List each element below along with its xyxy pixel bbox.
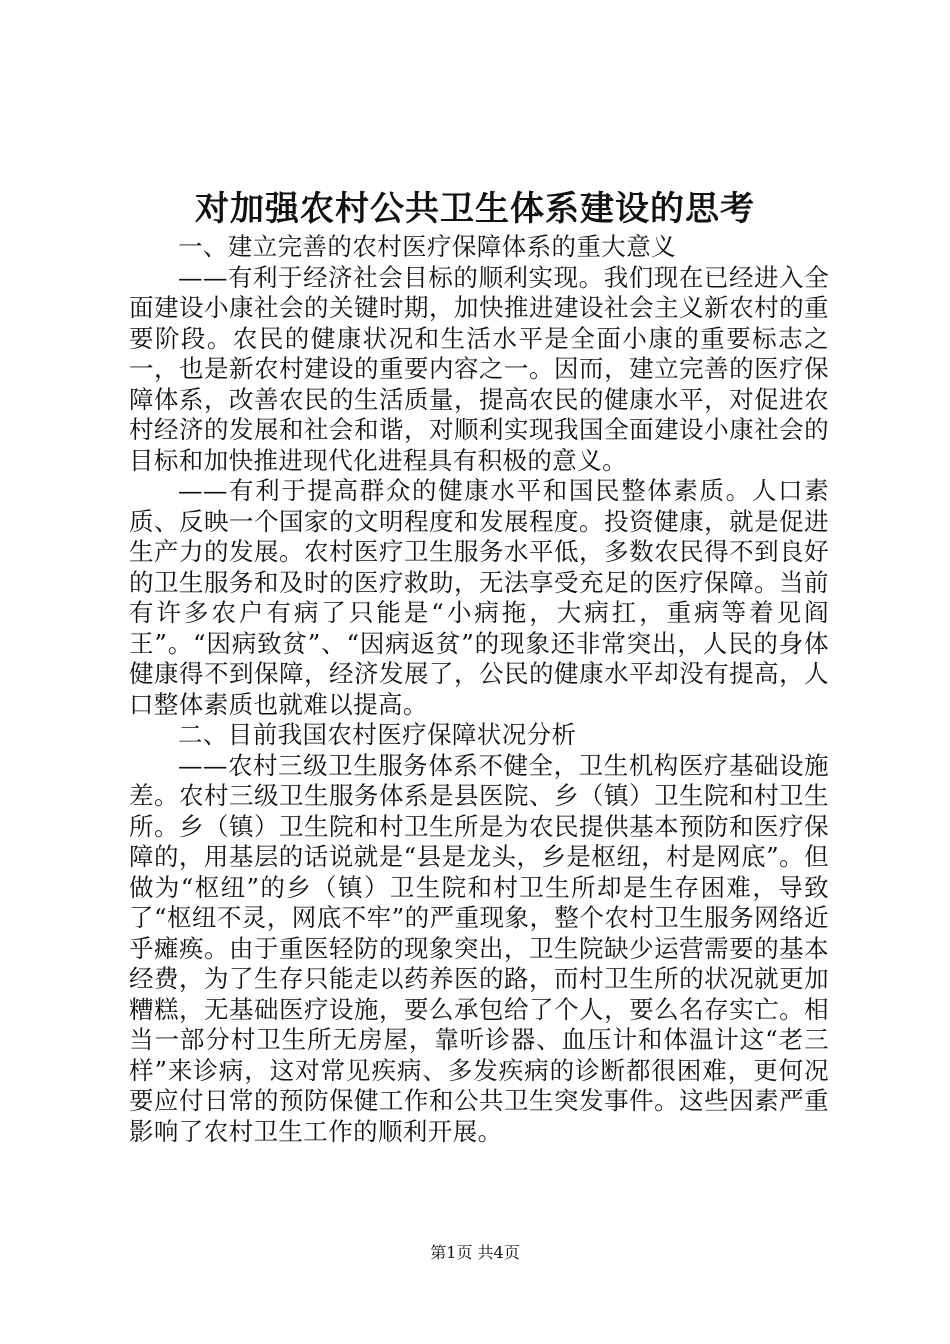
paragraph: ——有利于经济社会目标的顺利实现。我们现在已经进入全面建设小康社会的关键时期，加快推进建设社会主义新农村的重要阶段。农民的健康状况和生活水平是全面小康的重要标志之一，也是新农村建设的重要内容之一。因而，建立完善的医疗保障体系，改善农民的生活质量，提高农民的健康水平，对促进农村经济的发展和社会和谐，对顺利实现我国全面建设小康社会的目标和加快推进现代化进程具有积极的意义。 [129, 262, 829, 475]
section-heading-1: 一、建立完善的农村医疗保障体系的重大意义 [178, 232, 676, 261]
section-heading-2: 二、目前我国农村医疗保障状况分析 [178, 720, 577, 749]
document-body [129, 232, 829, 1147]
paragraph: ——有利于提高群众的健康水平和国民整体素质。人口素质、反映一个国家的文明程度和发展程度。投资健康，就是促进生产力的发展。农村医疗卫生服务水平低，多数农民得不到良好的卫生服务和及时的医疗救助，无法享受充足的医疗保障。当前有许多农户有病了只能是“小病拖，大病扛，重病等着见阎王”。“因病致贫”、“因病返贫”的现象还非常突出，人民的身体健康得不到保障，经济发展了，公民的健康水平却没有提高，人口整体素质也就难以提高。 [129, 476, 829, 719]
page-footer: 第1页 共4页 [430, 1243, 520, 1262]
paragraph: ——农村三级卫生服务体系不健全，卫生机构医疗基础设施差。农村三级卫生服务体系是县医院、乡（镇）卫生院和村卫生所。乡（镇）卫生院和村卫生所是为农民提供基本预防和医疗保障的，用基层的话说就是“县是龙头，乡是枢纽，村是网底”。但做为“枢纽”的乡（镇）卫生院和村卫生所却是生存困难，导致了“枢纽不灵，网底不牢”的严重现象，整个农村卫生服务网络近乎瘫痪。由于重医轻防的现象突出，卫生院缺少运营需要的基本经费，为了生存只能走以药养医的路，而村卫生所的状况就更加糟糕，无基础医疗设施，要么承包给了个人，要么名存实亡。相当一部分村卫生所无房屋，靠听诊器、血压计和体温计这“老三样”来诊病，这对常见疾病、多发疾病的诊断都很困难，更何况要应付日常的预防保健工作和公共卫生突发事件。这些因素严重影响了农村卫生工作的顺利开展。 [129, 750, 829, 1146]
document-title: 对加强农村公共卫生体系建设的思考 [195, 189, 755, 229]
